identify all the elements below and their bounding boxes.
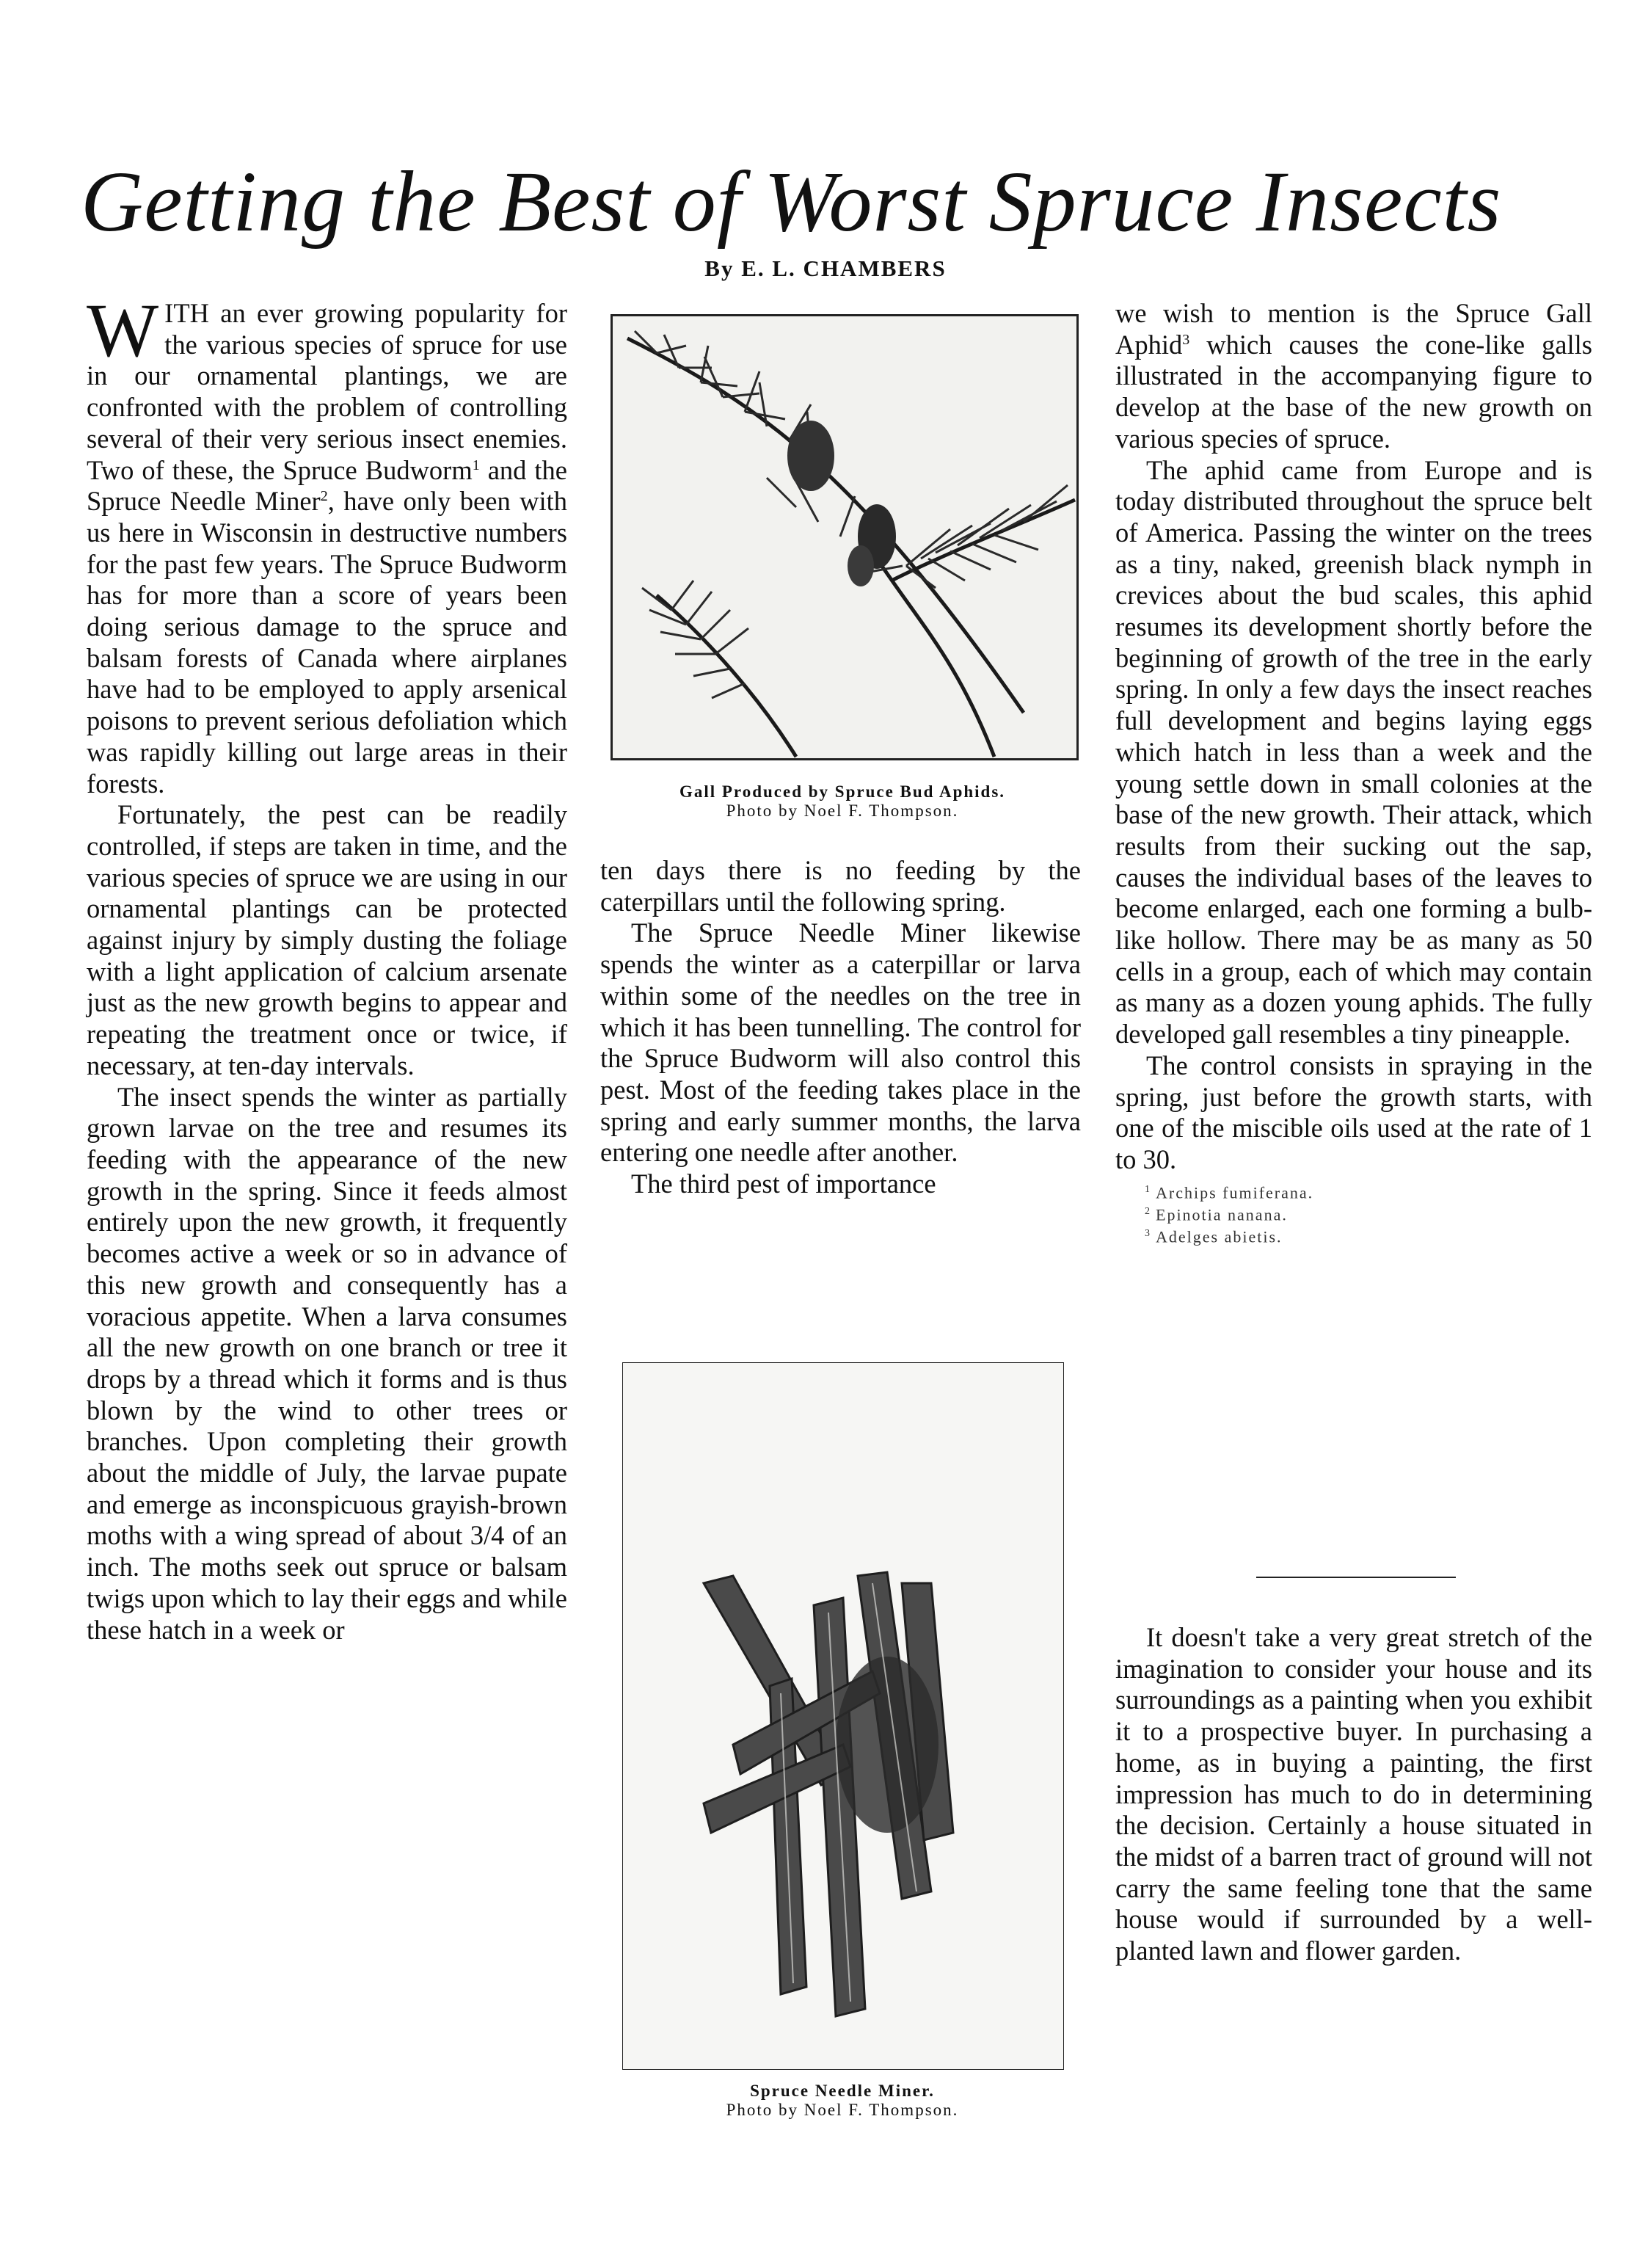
article-title: Getting the Best of Worst Spruce Insects: [81, 153, 1502, 250]
paragraph: WITH an ever growing popularity for the various species of spruce for use in our ornamental plantings, we are confronted with the problem of controlling several of their very serious insect enemies. Two of these, the Spruce Budworm$^1$ and the Spruce Needle Miner$^2$, have only been with us here in Wisconsin in destructive numbers for the past few years. The Spruce Budworm has for more than a score of years been doing serious damage to the spruce and balsam forests of Canada where airplanes have had to be employed to apply arsenical poisons to prevent serious defoliation which was rapidly killing out large areas in their forests.: [87, 288, 567, 799]
footnote-marker: 3: [1182, 331, 1190, 348]
paragraph: Fortunately, the pest can be readily controlled, if steps are taken in time, and the various species of spruce we are using in our ornamental plantings can be protected against injury by simply dusting the foliage with a light application of calcium arsenate just as the new growth begins to appear and repeating the treatment once or twice, if necessary, at ten-day intervals.: [87, 799, 567, 1080]
paragraph: The aphid came from Europe and is today distributed throughout the spruce belt of America. Passing the winter on the trees as a tiny, naked, greenish black nymph in crevices about the bud scales, this aphid resumes its development shortly before the beginning of growth of the tree in the early spring. In only a few days the insect reaches full development and begins laying eggs which hatch in less than a week and the young settle down in small colonies at the base of the new growth. Their attack, which results from their sucking out the sap, causes the individual bases of the leaves to become enlarged, each one forming a bulb-like hollow. There may be as many as 50 cells in a group, each of which may contain as many as a dozen young aphids. The fully developed gall resembles a tiny pineapple.: [1115, 454, 1592, 1050]
paragraph: The insect spends the winter as partially grown larvae on the tree and resumes its feeding with the appearance of the new growth in the spring. Since it feeds almost entirely upon the new growth, it frequently becomes active a week or so in advance of this new growth and consequently has a voracious appetite. When a larva consumes all the new growth on one branch or tree it drops by a thread which it forms and is thus blown by the wind to other trees or branches. Upon completing their growth about the middle of July, the larvae pupate and emerge as inconspicuous grayish-brown moths with a wing spread of about 3/4 of an inch. The moths seek out spruce or balsam twigs upon which to lay their eggs and while these hatch in a week or: [87, 1081, 567, 1645]
photo-credit: Photo by Noel F. Thompson.: [726, 2101, 959, 2119]
footnote: $^3$ Adelges abietis.: [1145, 1227, 1283, 1246]
paragraph: The control consists in spraying in the spring, just before the growth starts, with one of the miscible oils used at the rate of 1 to 30.: [1115, 1050, 1592, 1174]
caption-title: Spruce Needle Miner.: [750, 2082, 935, 2100]
caption-title: Gall Produced by Spruce Bud Aphids.: [679, 782, 1006, 801]
drop-cap: W: [87, 288, 159, 373]
filler-article: [1115, 1622, 1592, 1967]
paragraph: The Spruce Needle Miner likewise spends the winter as a caterpillar or larva within some of the needles on the tree in which it has been tunnelling. The control for the Spruce Budworm will also control this pest. Most of the feeding takes place in the spring and early summer months, the larva entering one needle after another.: [600, 917, 1081, 1168]
paragraph: It doesn't take a very great stretch of the imagination to consider your house and its surroundings as a painting when you exhibit it to a prospective buyer. In purchasing a home, as in buying a painting, the first impression has much to do in determining the decision. Certainly a house situated in the midst of a barren tract of ground will not carry the same feeling tone that the same house would if surrounded by a well-planted lawn and flower garden.: [1115, 1622, 1592, 1966]
gall-caption: [593, 782, 1092, 821]
footnotes: [1115, 1180, 1592, 1247]
paragraph: The third pest of importance: [631, 1168, 936, 1199]
photo-credit: Photo by Noel F. Thompson.: [726, 802, 959, 820]
paragraph: we wish to mention is the Spruce Gall Aphid$^3$ which causes the cone-like galls illustrated in the accompanying figure to develop at the base of the new growth on various species of spruce.: [1115, 298, 1592, 454]
paragraph: ten days there is no feeding by the caterpillars until the following spring.: [600, 855, 1081, 917]
needle-miner-illustration: [623, 1363, 1063, 2069]
footnote: $^1$ Archips fumiferana.: [1145, 1183, 1314, 1202]
needle-caption: [622, 2082, 1063, 2120]
footnote-marker: 1: [472, 457, 480, 473]
spruce-branch-illustration: [613, 316, 1076, 758]
footnote-marker: 2: [320, 488, 328, 505]
section-divider: [1256, 1577, 1456, 1578]
right-column: [1115, 298, 1592, 1247]
footnote: $^2$ Epinotia nanana.: [1145, 1205, 1288, 1224]
byline: By E. L. CHAMBERS: [704, 255, 947, 281]
middle-column: [600, 855, 1081, 1200]
left-column: [87, 288, 567, 1646]
gall-photo: [611, 314, 1079, 760]
needle-miner-photo: [622, 1362, 1064, 2070]
